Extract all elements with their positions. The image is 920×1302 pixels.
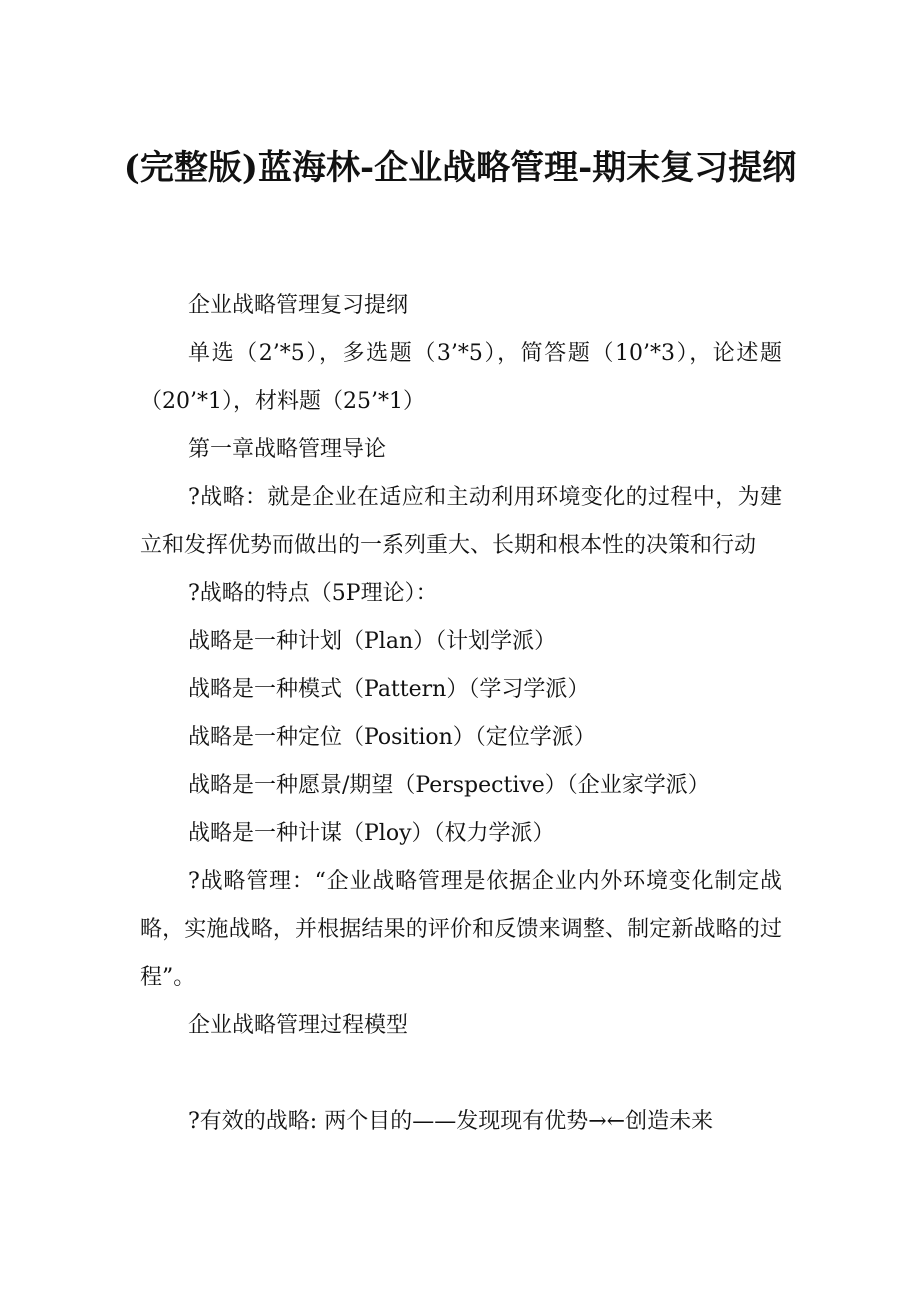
- document-body: [140, 282, 782, 1146]
- paragraph: 战略是一种愿景/期望（Perspective）（企业家学派）: [188, 773, 710, 798]
- paragraph: ?战略的特点（5P理论）：: [188, 581, 438, 606]
- paragraph: 企业战略管理过程模型: [188, 1013, 409, 1038]
- paragraph: 企业战略管理复习提纲: [188, 293, 409, 318]
- paragraph: 单选（2’*5），多选题（3’*5），简答题（10’*3），论述题（20’*1），材料题（25’*1）: [140, 341, 782, 414]
- paragraph: ?战略管理：“企业战略管理是依据企业内外环境变化制定战略，实施战略，并根据结果的评价和反馈来调整、制定新战略的过程”。: [140, 869, 782, 990]
- paragraph: ?战略：就是企业在适应和主动利用环境变化的过程中，为建立和发挥优势而做出的一系列重大、长期和根本性的决策和行动: [140, 485, 782, 558]
- blank-line: [140, 1050, 782, 1098]
- paragraph: 战略是一种定位（Position）（定位学派）: [188, 725, 596, 750]
- paragraph: 战略是一种计划（Plan）（计划学派）: [188, 629, 557, 654]
- document-title: (完整版)蓝海林-企业战略管理-期末复习提纲: [123, 148, 797, 188]
- paragraph: 战略是一种模式（Pattern）（学习学派）: [188, 677, 590, 702]
- paragraph: 战略是一种计谋（Ploy）（权力学派）: [188, 821, 555, 846]
- paragraph: ?有效的战略: 两个目的——发现现有优势→←创造未来: [188, 1109, 714, 1134]
- paragraph: 第一章战略管理导论: [188, 437, 387, 462]
